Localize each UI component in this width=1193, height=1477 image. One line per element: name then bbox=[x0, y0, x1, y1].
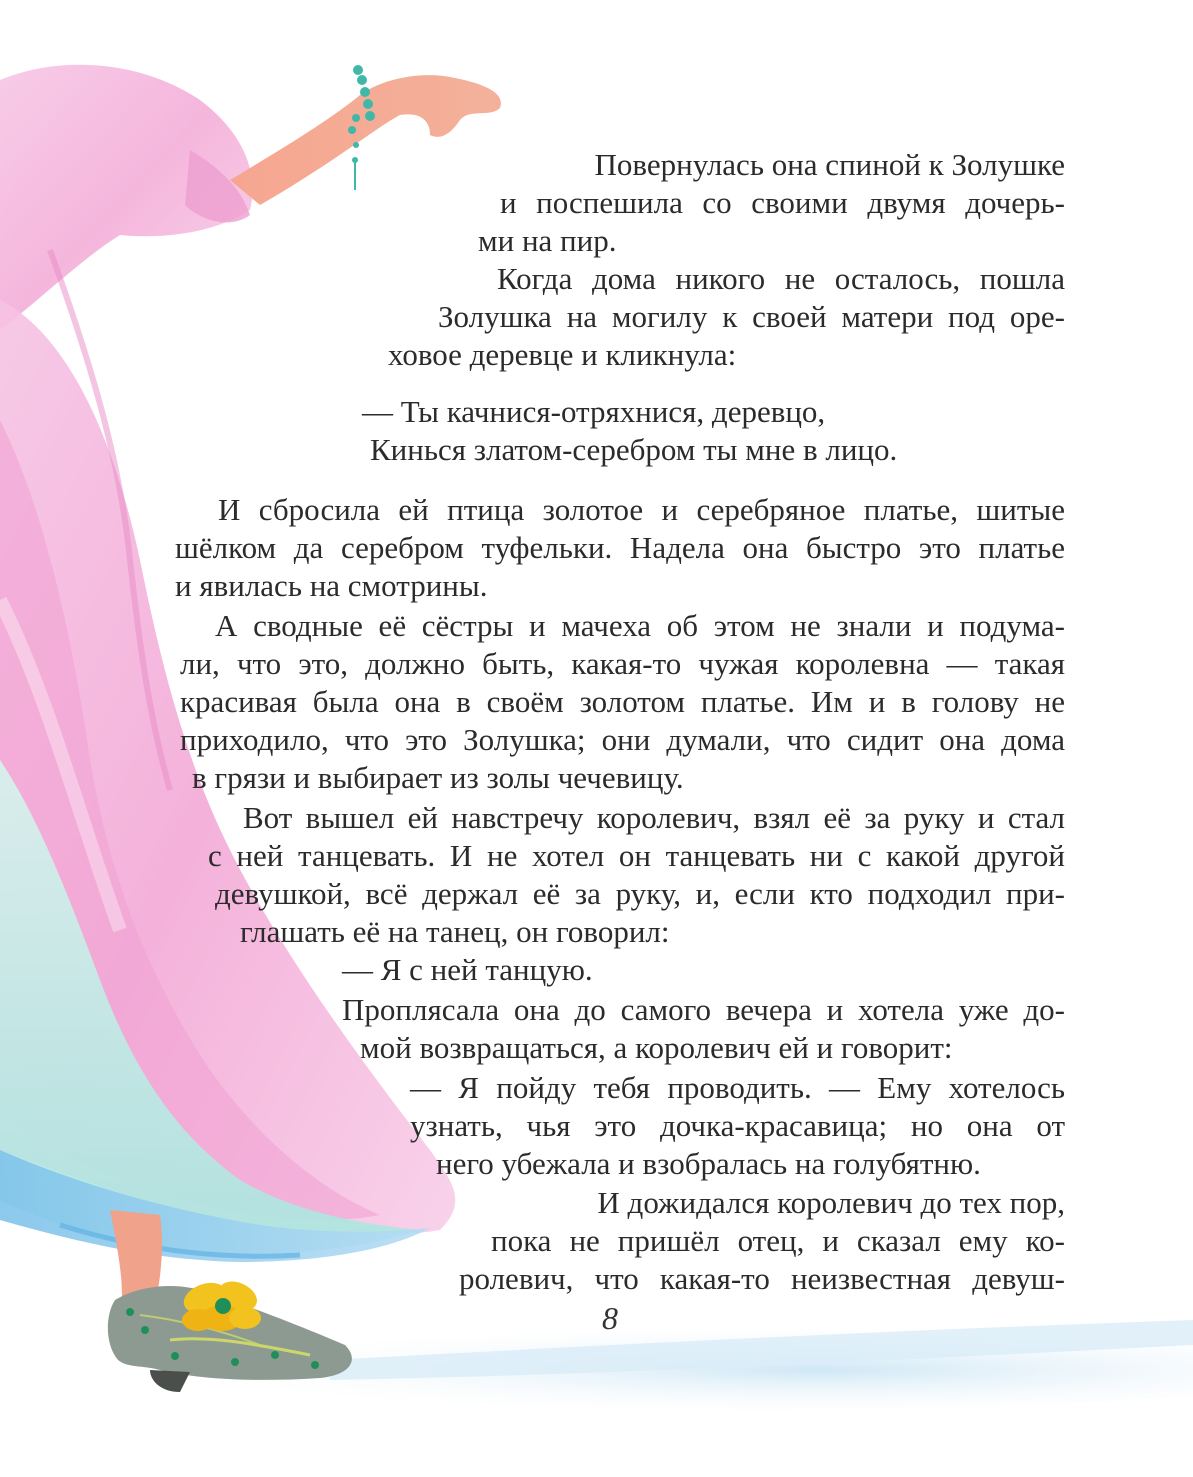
verse-line: — Ты качнися-отряхнися, деревцо, bbox=[362, 394, 826, 429]
text-line: ми на пир. bbox=[478, 223, 617, 258]
text-line: Вот вышел ей навстречу королевич, взял её за руку и стал bbox=[243, 800, 1065, 835]
text-line: глашать её на танец, он говорил: bbox=[240, 914, 670, 949]
text-line: А сводные её сёстры и мачеха об этом не знали и подума- bbox=[215, 608, 1065, 643]
text-line: И сбросила ей птица золотое и серебряное платье, шитые bbox=[218, 492, 1065, 527]
page-number: 8 bbox=[602, 1300, 618, 1336]
text-line: него убежала и взобралась на голубятню. bbox=[436, 1146, 981, 1181]
text-line: и явилась на смотрины. bbox=[175, 568, 488, 603]
text-line: пока не пришёл отец, и сказал ему ко- bbox=[491, 1223, 1065, 1258]
text-line: — Я с ней танцую. bbox=[342, 952, 593, 987]
text-line: красивая была она в своём золотом платье. Им и в голову не bbox=[180, 684, 1065, 719]
slipper-flower bbox=[180, 1276, 262, 1331]
text-line: ли, что это, должно быть, какая-то чужая королевна — такая bbox=[180, 646, 1065, 681]
text-line: приходило, что это Золушка; они думали, что сидит она дома bbox=[180, 722, 1065, 757]
verse-line: Кинься златом-серебром ты мне в лицо. bbox=[370, 432, 898, 467]
text-line: в грязи и выбирает из золы чечевицу. bbox=[192, 760, 684, 795]
text-line: мой возвращаться, а королевич ей и говорит: bbox=[360, 1030, 953, 1065]
text-line: ховое деревце и кликнула: bbox=[388, 337, 737, 372]
text-line: Золушка на могилу к своей матери под оре- bbox=[438, 299, 1065, 334]
text-line: Когда дома никого не осталось, пошла bbox=[497, 261, 1065, 296]
text-line: И дожидался королевич до тех пор, bbox=[597, 1185, 1065, 1220]
text-line: узнать, чья это дочка-красавица; но она от bbox=[410, 1108, 1065, 1143]
text-line: Повернулась она спиной к Золушке bbox=[594, 147, 1065, 182]
text-line: Проплясала она до самого вечера и хотела уже до- bbox=[342, 992, 1065, 1027]
text-line: шёлком да серебром туфельки. Надела она быстро это платье bbox=[175, 530, 1065, 565]
text-line: ролевич, что какая-то неизвестная девуш- bbox=[459, 1261, 1065, 1296]
text-line: — Я пойду тебя проводить. — Ему хотелось bbox=[410, 1070, 1065, 1105]
text-line: и поспешила со своими двумя дочерь- bbox=[500, 185, 1065, 220]
text-line: девушкой, всё держал её за руку, и, если кто подходил при- bbox=[215, 876, 1065, 911]
text-line: с ней танцевать. И не хотел он танцевать ни с какой другой bbox=[208, 838, 1065, 873]
